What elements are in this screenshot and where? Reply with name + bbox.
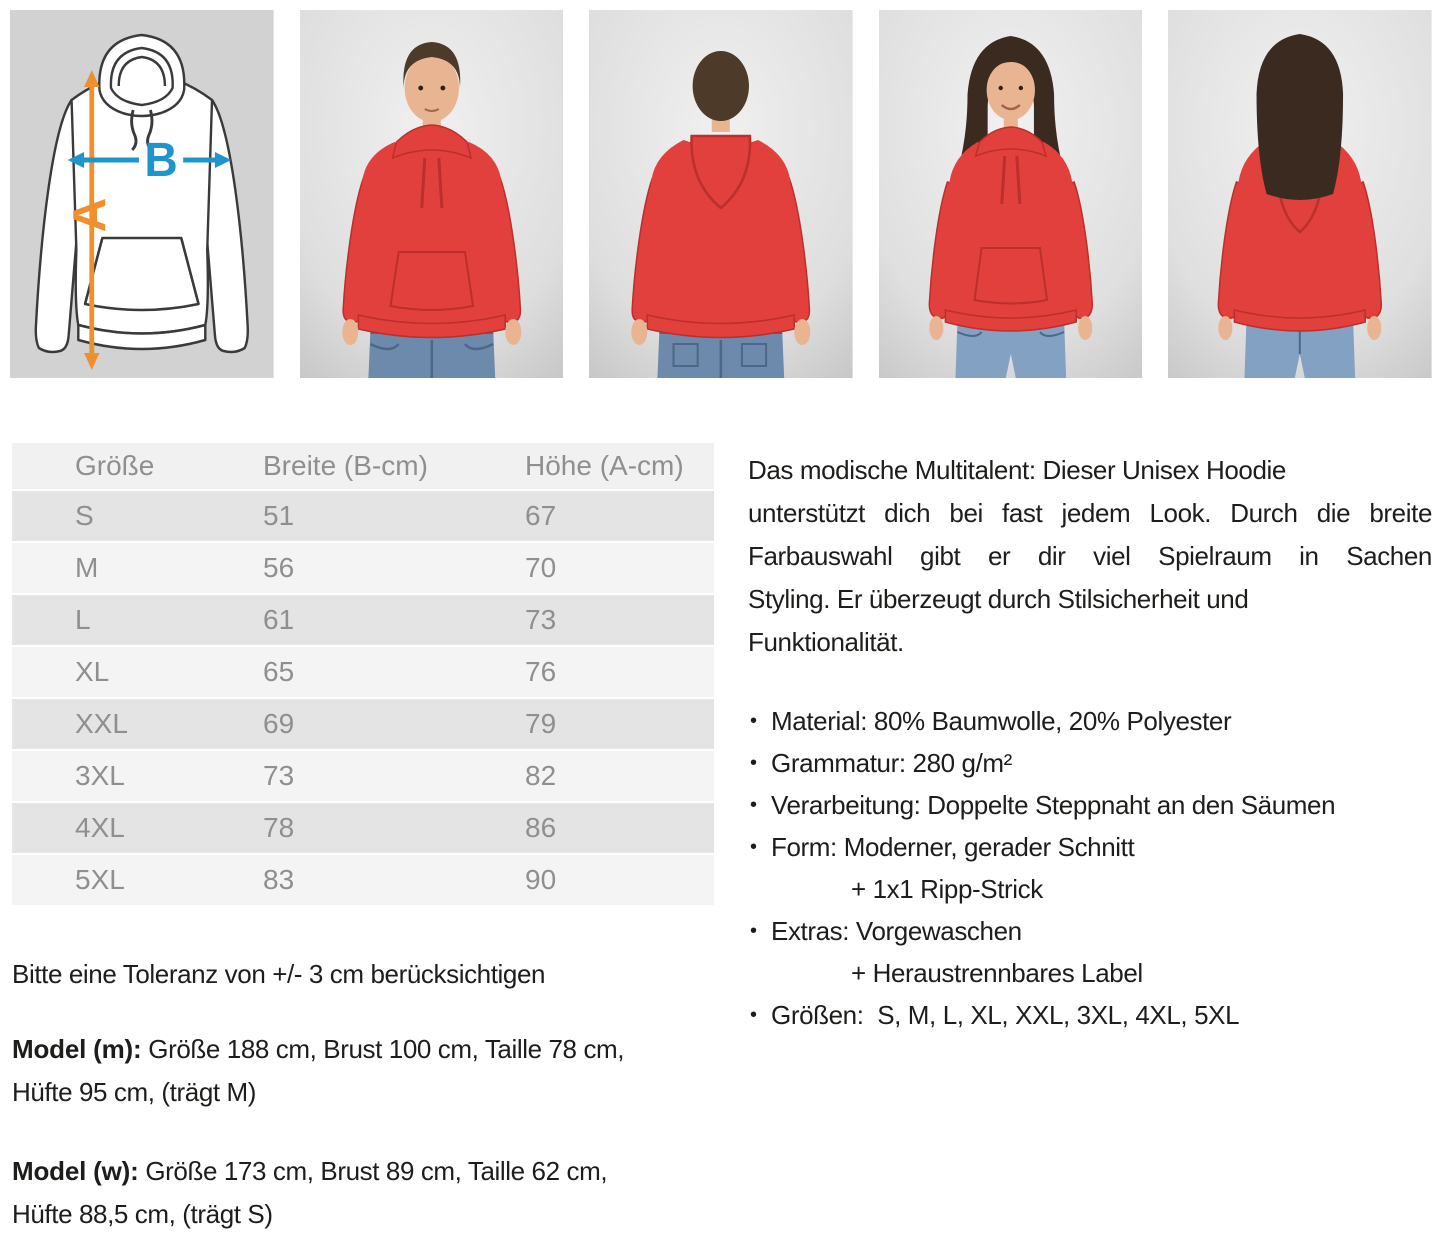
spec-form-extra: + 1x1 Ripp-Strick <box>851 874 1043 904</box>
size-table-header <box>12 443 714 489</box>
spec-groessen: • Größen: S, M, L, XL, XXL, 3XL, 4XL, 5XL <box>748 994 1432 1036</box>
photo-woman-front <box>879 10 1143 378</box>
model-w-measurements: Model (w): Größe 173 cm, Brust 89 cm, Taille 62 cm, Hüfte 88,5 cm, (trägt S) <box>12 1156 608 1229</box>
table-row: XL 65 76 <box>12 647 714 697</box>
bullet-icon: • <box>750 836 757 858</box>
photo-man-front <box>300 10 564 378</box>
photo-man-back <box>589 10 853 378</box>
photo-woman-back <box>1168 10 1432 378</box>
table-row: S 51 67 <box>12 491 714 541</box>
bullet-icon: • <box>750 920 757 942</box>
table-row: 3XL 73 82 <box>12 751 714 801</box>
product-description-column <box>748 449 1432 1036</box>
table-row: XXL 69 79 <box>12 699 714 749</box>
model-w-label: Model (w): <box>12 1156 139 1186</box>
label-b: B <box>144 132 178 187</box>
size-info-column <box>12 443 714 1236</box>
bullet-icon: • <box>750 752 757 774</box>
hoodie-measurement-diagram <box>10 10 274 378</box>
table-row: M 56 70 <box>12 543 714 593</box>
table-row: L 61 73 <box>12 595 714 645</box>
product-description: Das modische Multitalent: Dieser Unisex Hoodie unterstützt dich bei fast jedem Look. Durch die breite Farbauswahl gibt er dir viel Spielraum in Sachen Styling. Er überzeugt durch Stilsicherheit und Funktionalität. <box>748 455 1432 657</box>
spec-grammatur: • Grammatur: 280 g/m² <box>748 742 1432 784</box>
table-row: 4XL 78 86 <box>12 803 714 853</box>
spec-list <box>748 700 1432 1036</box>
bullet-icon: • <box>750 1004 757 1026</box>
bullet-icon: • <box>750 710 757 732</box>
col-header-groesse: Größe <box>75 450 155 481</box>
size-table <box>12 443 714 905</box>
spec-material: • Material: 80% Baumwolle, 20% Polyester <box>748 700 1432 742</box>
tolerance-note: Bitte eine Toleranz von +/- 3 cm berücksichtigen <box>12 959 546 989</box>
spec-extras: • Extras: Vorgewaschen <box>748 910 1432 952</box>
label-a: A <box>63 197 116 233</box>
spec-verarbeitung: • Verarbeitung: Doppelte Steppnaht an den Säumen <box>748 784 1432 826</box>
model-m-label: Model (m): <box>12 1034 142 1064</box>
product-image-row <box>10 10 1432 378</box>
spec-form: • Form: Moderner, gerader Schnitt <box>748 826 1432 868</box>
bullet-icon: • <box>750 794 757 816</box>
table-row: 5XL 83 90 <box>12 855 714 905</box>
col-header-breite: Breite (B-cm) <box>263 450 428 481</box>
col-header-hoehe: Höhe (A-cm) <box>525 450 684 481</box>
model-m-measurements: Model (m): Größe 188 cm, Brust 100 cm, Taille 78 cm, Hüfte 95 cm, (trägt M) <box>12 1034 625 1107</box>
size-diagram-image <box>10 10 274 378</box>
spec-extras-extra: + Heraustrennbares Label <box>851 958 1143 988</box>
